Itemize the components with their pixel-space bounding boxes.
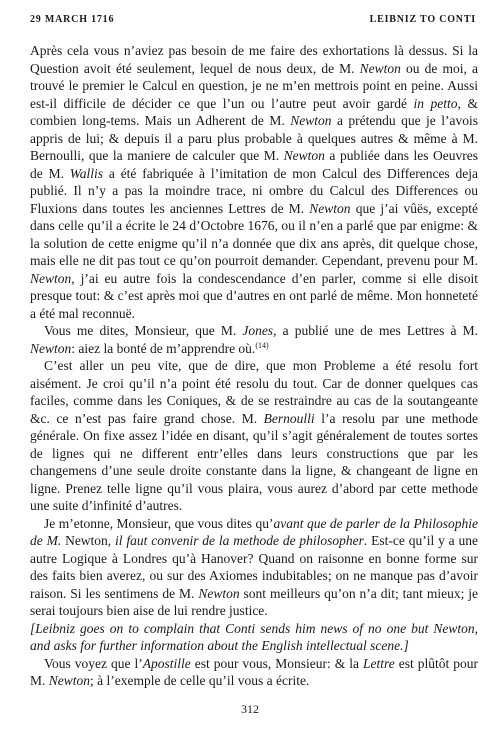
- editorial-text: [Leibniz goes on to complain that Conti sends him news of no one but Newton, and asks for further information about the English intellectual scene.]: [30, 620, 478, 653]
- italic-term: Lettre: [363, 655, 395, 671]
- footnote-marker: (14): [255, 340, 269, 350]
- text-run: ou de moi, a trouvé le premier le Calcul en question, je ne m’en mettrois point en peine. Aussi est-il difficile de décider ce que l’un ou l’autre peut avoir gardé: [30, 60, 478, 111]
- italic-phrase: il faut convenir de la methode de philosopher: [115, 533, 364, 548]
- text-run: . Est-ce qu’il y a une autre Logique à Londres qu’à Hanover? Quand on raisonne en bonne forme sur des faits bien averez, ou sur des Axiomes indubitables; on ne manque pas d’avoir raison. Si les sentimens de M.: [30, 533, 478, 601]
- text-run: Vous voyez que l’: [44, 655, 143, 671]
- text-run: Vous me dites, Monsieur, que M.: [44, 323, 243, 338]
- text-run: est plûtôt pour M.: [30, 655, 478, 688]
- italic-name: Newton: [48, 673, 91, 688]
- paragraph-4: [30, 515, 478, 620]
- italic-name: Newton: [198, 585, 240, 601]
- text-run: Je m’etonne, Monsieur, que vous dites qu’: [44, 515, 274, 531]
- text-run: : aiez la bonté de m’apprendre où.: [71, 340, 256, 356]
- italic-name: Newton: [30, 340, 72, 356]
- running-head-date: 29 MARCH 1716: [30, 14, 115, 25]
- text-run: l’a resolu par une methode générale. On fixe assez l’idée en disant, qu’il s’agit généralement de toutes sortes de lignes qui ne different entr’elles dans leurs constructions que par les changemens d’une seule droite constante dans la ligne, & changeant de ligne en ligne. Prenez telle ligne qu’il vous plaira, vous aurez d’abord par cette methode une suite d’infinité d’autres.: [30, 410, 479, 513]
- running-head: [30, 14, 476, 28]
- running-head-title: LEIBNIZ TO CONTI: [369, 14, 476, 25]
- italic-phrase: in petto: [413, 95, 458, 111]
- italic-name: Jones: [242, 323, 274, 338]
- italic-name: Newton: [283, 148, 325, 163]
- text-run: sont meilleurs qu’on n’a dit; tant mieux; je serai toujours bien aise de lui rendre justice.: [30, 585, 478, 618]
- text-run: ; à l’exemple de celle qu’il vous a écrite.: [90, 673, 310, 688]
- italic-name: Newton: [30, 270, 72, 286]
- italic-phrase: avant que de parler de la Philosophie de M.: [30, 515, 479, 548]
- text-run: a prétendu que je l’avois appris de lui; & depuis il a paru plus probable à quelques autres & même à M. Bernoulli, que la maniere de calculer que M.: [30, 113, 479, 163]
- italic-name: Newton: [309, 200, 351, 216]
- italic-term: Apostille: [142, 655, 191, 671]
- paragraph-6: [30, 655, 478, 690]
- text-run: a été fabriquée à l’imitation de mon Calcul des Differences deja publié. Il n’y a pas la moindre trace, ni ombre du Calcul des Differences ou Fluxions dans toutes les anciennes Lettres de M.: [30, 165, 478, 216]
- italic-name: Newton: [290, 113, 332, 128]
- page-number: 312: [241, 702, 259, 716]
- text-run: est pour vous, Monsieur: & la: [190, 655, 364, 671]
- text-run: , a publié une de mes Lettres à M.: [273, 323, 479, 338]
- text-run: C’est aller un peu vite, que de dire, que mon Probleme a été resolu fort aisément. Je croi qu’il n’a point été resolu du tout. Car de donner quelques cas faciles, comme dans les Coniques, & de se restraindre au cas de la soutangeante &c. ce n’est pas faire grand chose. M.: [30, 358, 478, 426]
- text-run: que j’ai vûës, excepté dans celle qu’il a écrite le 24 d’Octobre 1676, ou il n’en a parlé que par enigme: & la solution de cette enigme qu’il n’a donnée que dix ans après, dit quelque chose, mais elle ne dit pas tout ce qu’on pourroit demander. Cependant, prevenu pour M.: [30, 200, 478, 268]
- text-run: Après cela vous n’aviez pas besoin de me faire des exhortations là dessus. Si la Question avoit été seulement, lequel de nous deux, de M.: [30, 43, 478, 76]
- text-run: Newton,: [61, 533, 116, 548]
- paragraph-2: [30, 322, 478, 357]
- text-run: , j’ai eu autre fois la condescendance d’en parler, comme si elle disoit presque tout: & c’est après moi que d’autres en ont parlé de même. Mon honneteté a été mal reconnuë.: [30, 270, 478, 321]
- paragraph-3: [30, 357, 478, 515]
- text-run: a publiée dans les Oeuvres de M.: [30, 148, 479, 181]
- italic-name: Newton: [359, 60, 401, 76]
- text-run: , & combien long-tems. Mais un Adherent de M.: [30, 95, 478, 128]
- italic-name: Wallis: [69, 165, 104, 181]
- letter-body: [30, 42, 478, 690]
- editorial-note: [30, 620, 478, 655]
- italic-name: Bernoulli: [263, 410, 315, 426]
- paragraph-1: [30, 42, 478, 322]
